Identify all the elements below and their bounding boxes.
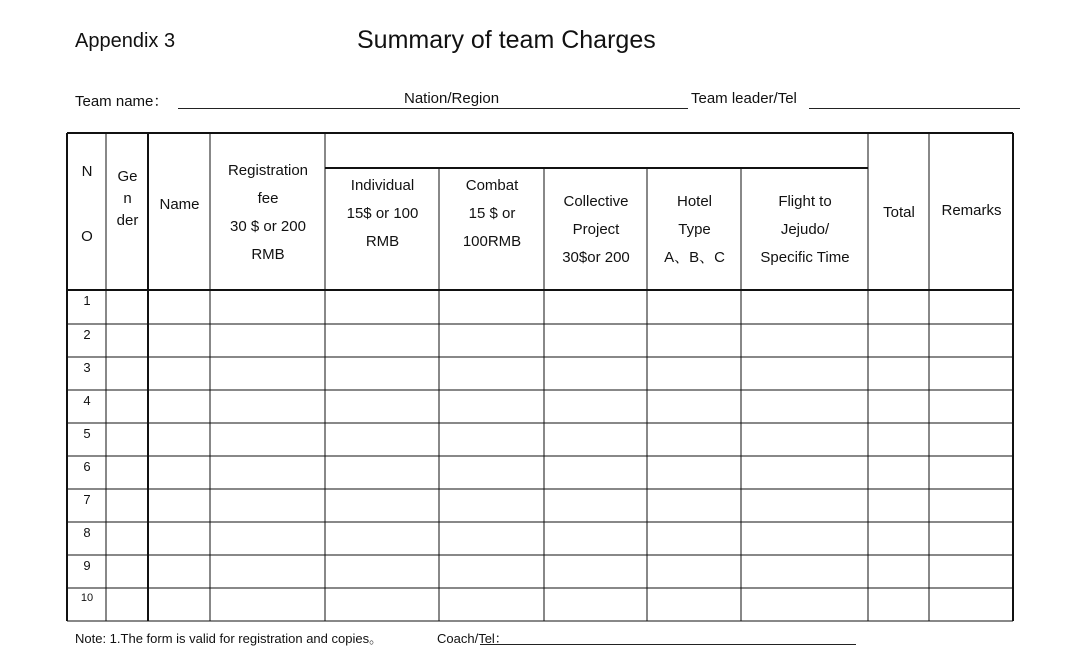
header-hotel-type: [648, 188, 741, 272]
header-line: 30$or 200: [562, 249, 630, 266]
team-name-label: Team name：: [75, 93, 169, 110]
row-number: 10: [80, 592, 94, 604]
header-line: Type: [678, 221, 711, 238]
row-number: 3: [83, 360, 91, 375]
header-line: 15$ or 100: [346, 205, 419, 222]
nation-region-label: Nation/Region: [404, 90, 500, 107]
header-total: Total: [883, 204, 915, 221]
coach-tel-field[interactable]: [480, 644, 856, 645]
header-remarks: Remarks: [941, 202, 1002, 219]
header-line: Individual: [350, 177, 415, 194]
row-number: 9: [83, 558, 91, 573]
header-gender-line: n: [123, 190, 132, 207]
row-number: 6: [83, 459, 91, 474]
header-line: Jejudo/: [780, 221, 830, 238]
header-registration-fee: [211, 157, 325, 269]
row-number: 2: [83, 327, 91, 342]
row-number: 8: [83, 525, 91, 540]
page-title: Summary of team Charges: [357, 26, 656, 54]
header-line: 100RMB: [462, 233, 522, 250]
header-no-o: O: [81, 228, 93, 245]
row-number: 5: [83, 426, 91, 441]
header-name: Name: [159, 196, 200, 213]
header-gender-line: der: [116, 212, 139, 229]
header-combat: [440, 172, 544, 256]
header-line: fee: [257, 190, 279, 207]
row-number: 7: [83, 492, 91, 507]
header-line: Flight to: [778, 193, 832, 210]
header-line: Combat: [465, 177, 519, 194]
header-line: Hotel: [676, 193, 713, 210]
header-flight: [742, 188, 868, 272]
header-gender-line: Ge: [117, 168, 138, 185]
coach-tel-label: Coach/Tel：: [437, 631, 508, 646]
header-gender: [107, 166, 148, 232]
header-line: 30 $ or 200: [230, 218, 306, 235]
header-line: Collective: [563, 193, 629, 210]
header-line: Registration: [227, 162, 309, 179]
header-line: Specific Time: [760, 249, 850, 266]
appendix-label: Appendix 3: [75, 30, 176, 52]
header-individual: [326, 172, 439, 256]
header-line: RMB: [365, 233, 400, 250]
header-line: Project: [572, 221, 620, 238]
header-line: RMB: [251, 246, 285, 263]
row-number: 4: [83, 393, 91, 408]
header-no-n: N: [81, 163, 93, 180]
row-number: 1: [83, 293, 91, 308]
header-line: A、B、C: [664, 249, 725, 266]
header-collective-project: [545, 188, 647, 272]
team-leader-tel-label: Team leader/Tel: [691, 90, 797, 107]
footer-note: Note: 1.The form is valid for registration and copies。: [75, 631, 383, 646]
header-line: 15 $ or: [468, 205, 516, 222]
